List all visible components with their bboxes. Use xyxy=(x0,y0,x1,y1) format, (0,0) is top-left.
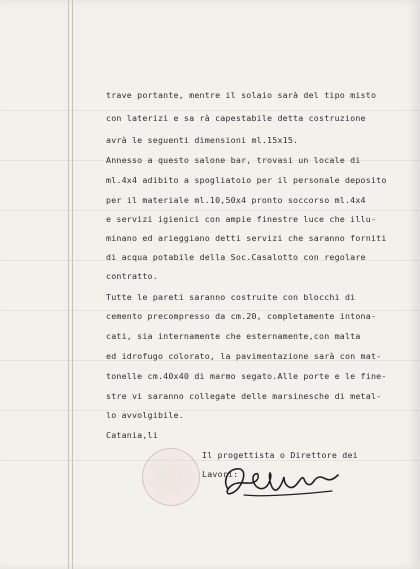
text-line: ml.4x4 adibito a spogliatoio per il personale deposito xyxy=(106,175,387,185)
text-line: ed idrofugo colorato, la pavimentazione sarà con mat- xyxy=(106,351,382,361)
text-line: per il materiale ml.10,50x4 pronto soccorso ml.4x4 xyxy=(106,195,366,205)
text-line: lo avvolgibile. xyxy=(106,410,184,420)
text-line: con laterizi e sa rà capestabile detta costruzione xyxy=(106,113,366,123)
text-line: e servizi igienici con ampie finestre luce che illu- xyxy=(106,214,377,224)
text-line: contratto. xyxy=(106,271,158,281)
text-line: di acqua potabile della Soc.Casalotto con regolare xyxy=(106,252,366,262)
ruled-line xyxy=(0,410,420,411)
text-line: cati, sia internamente che esternamente,con malta xyxy=(106,331,361,341)
margin-line xyxy=(68,0,69,569)
text-line: Tutte le pareti saranno costruite con blocchi di xyxy=(106,292,356,302)
date-line: Catania,li xyxy=(106,430,158,440)
seal-stamp xyxy=(142,448,200,506)
text-line: tonelle cm.40x40 di marmo segato.Alle porte e le fine- xyxy=(106,371,387,381)
signatory-label: Lavori: xyxy=(202,469,239,479)
ruled-line xyxy=(0,110,420,111)
text-line: Annesso a questo salone bar, trovasi un locale di xyxy=(106,155,361,165)
margin-line xyxy=(72,0,73,569)
text-line: minano ed arieggiano detti servizi che saranno forniti xyxy=(106,233,387,243)
signatory-title: Il progettista o Direttore dei xyxy=(202,450,358,460)
signature xyxy=(214,455,344,503)
text-line: trave portante, mentre il solaio sarà del tipo misto xyxy=(106,90,377,100)
ruled-line xyxy=(0,460,420,461)
text-line: cemento precompresso da cm.20, completamente intona- xyxy=(106,311,377,321)
text-line: avrà le seguenti dimensioni ml.15x15. xyxy=(106,135,299,145)
ruled-line xyxy=(0,210,420,211)
text-line: stre vi saranno collegate delle marsinesche di metal- xyxy=(106,391,382,401)
